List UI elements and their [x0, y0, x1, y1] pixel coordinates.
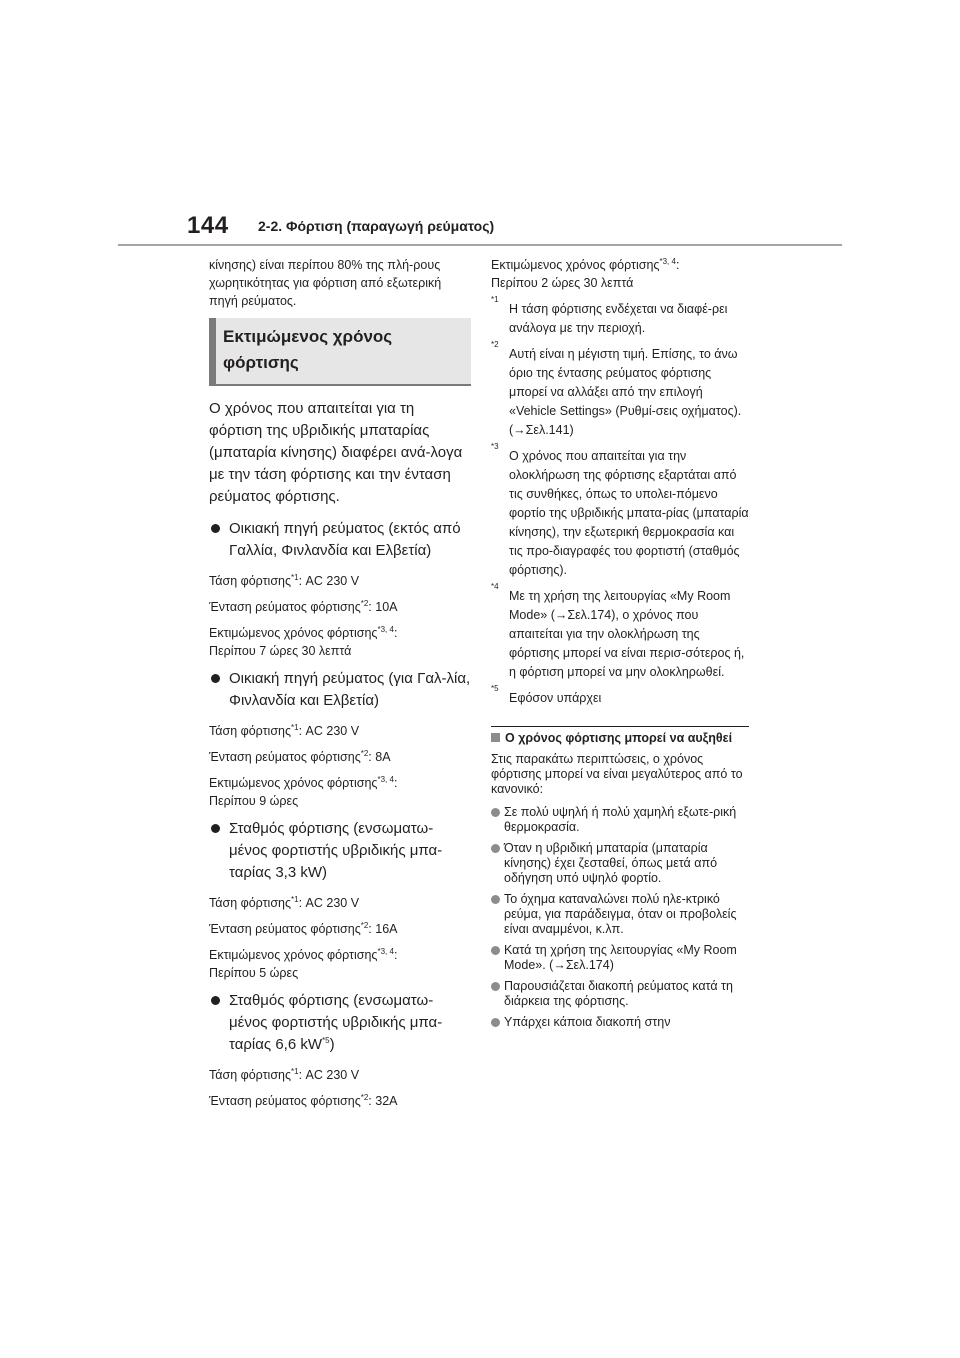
footnote-ref: *5 — [322, 1036, 330, 1045]
bullet-dot-icon — [211, 524, 220, 533]
square-bullet-icon — [491, 733, 500, 742]
current-spec: Ένταση ρεύματος φόρτισης$^{*2}$: 10A — [209, 598, 398, 614]
heading-text: Εκτιμώμενος χρόνος φόρτισης — [223, 327, 393, 372]
time-spec: Εκτιμώμενος χρόνος φόρτισης$^{*3, 4}$: Περίπου 9 ώρες — [209, 774, 398, 808]
bullet-dot-icon — [211, 996, 220, 1005]
time-spec: Εκτιμώμενος χρόνος φόρτισης$^{*3, 4}$: Περίπου 5 ώρες — [209, 946, 398, 980]
section-heading — [209, 318, 471, 386]
list-item: Κατά τη χρήση της λειτουργίας «My Room Mode». (→Σελ.174) — [491, 943, 749, 973]
right-column — [491, 256, 749, 1036]
intro-text: κίνησης) είναι περίπου 80% της πλή-ρους χωρητικότητας για φόρτιση από εξωτερική πηγή ρεύματος. — [209, 258, 442, 308]
source-bullet-home — [209, 518, 471, 562]
footnote: *3 Ο χρόνος που απαιτείται για την ολοκλήρωση της φόρτισης εξαρτάται από τις συνθήκες, όπως το υπολει-πόμενο φορτίο της υβριδικής μπατα-ρίας (μπαταρία κίνησης), την εξωτερική θερμοκρασία και τις προ-διαγραφές του φορτιστή (σταθμός φόρτισης). — [491, 442, 749, 577]
bullet-dot-icon — [491, 808, 500, 817]
subheading-text: Ο χρόνος φόρτισης μπορεί να αυξηθεί — [505, 731, 733, 745]
list-item: Όταν η υβριδική μπαταρία (μπαταρία κίνησης) έχει ζεσταθεί, όπως μετά από οδήγηση υπό υψηλό φορτίο. — [491, 841, 749, 886]
list-item: Το όχημα καταναλώνει πολύ ηλε-κτρικό ρεύμα, για παράδειγμα, όταν οι προβολείς είναι αναμμένοι, κ.λπ. — [491, 892, 749, 937]
subheading — [491, 726, 749, 746]
current-spec: Ένταση ρεύματος φόρτισης$^{*2}$: 8A — [209, 748, 391, 764]
current-spec: Ένταση ρεύματος φόρτισης$^{*2}$: 32A — [209, 1092, 398, 1108]
bullet-dot-icon — [211, 824, 220, 833]
charging-paragraph: Ο χρόνος που απαιτείται για τη φόρτιση της υβριδικής μπαταρίας (μπαταρία κίνησης) διαφέρει ανά-λογα με την τάση φόρτισης και την ένταση ρεύματος φόρτισης. — [209, 400, 463, 505]
list-item: Παρουσιάζεται διακοπή ρεύματος κατά τη διάρκεια της φόρτισης. — [491, 979, 749, 1009]
list-item: Υπάρχει κάποια διακοπή στην — [491, 1015, 749, 1030]
bullet-dot-icon — [491, 844, 500, 853]
bullet-dot-icon — [491, 946, 500, 955]
bullet-dot-icon — [491, 1018, 500, 1027]
bullet-dot-icon — [491, 982, 500, 991]
footnote: *5 Εφόσον υπάρχει — [491, 684, 602, 705]
bullet-title: Σταθμός φόρτισης (ενσωματω-μένος φορτιστής υβριδικής μπα-ταρίας 6,6 kW — [229, 992, 443, 1053]
footnote: *1 Η τάση φόρτισης ενδέχεται να διαφέ-ρει ανάλογα με την περιοχή. — [491, 295, 728, 335]
header-rule — [118, 244, 842, 246]
list-item: Σε πολύ υψηλή ή πολύ χαμηλή εξωτε-ρική θερμοκρασία. — [491, 805, 749, 835]
time-spec-continued: Εκτιμώμενος χρόνος φόρτισης$^{*3, 4}$: Περίπου 2 ώρες 30 λεπτά — [491, 256, 680, 290]
page-number: 144 — [187, 212, 229, 239]
bullet-dot-icon — [491, 895, 500, 904]
bullet-title: Οικιακή πηγή ρεύματος (για Γαλ-λία, Φινλανδία και Ελβετία) — [229, 670, 471, 709]
source-bullet-station-6kw: Σταθμός φόρτισης (ενσωματω-μένος φορτιστής υβριδικής μπα-ταρίας 6,6 $kW^{*5}$) — [209, 990, 471, 1056]
bullet-title: Οικιακή πηγή ρεύματος (εκτός από Γαλλία, Φινλανδία και Ελβετία) — [229, 520, 461, 559]
time-spec: Εκτιμώμενος χρόνος φόρτισης$^{*3, 4}$: Περίπου 7 ώρες 30 λεπτά — [209, 624, 398, 658]
voltage-spec: Τάση φόρτισης$^{*1}$: AC 230 V — [209, 572, 360, 588]
voltage-spec: Τάση φόρτισης$^{*1}$: AC 230 V — [209, 1066, 360, 1082]
source-bullet-home-fr — [209, 668, 471, 712]
voltage-spec: Τάση φόρτισης$^{*1}$: AC 230 V — [209, 722, 360, 738]
heading-bar — [209, 318, 216, 384]
page-header — [0, 0, 960, 248]
source-bullet-station-3kw — [209, 818, 471, 884]
footnote: *2 Αυτή είναι η μέγιστη τιμή. Επίσης, το άνω όριο της έντασης ρεύματος φόρτισης μπορεί να αλλάξει από την επιλογή «Vehicle Settings» (Ρυθμί-σεις οχήματος). (→Σελ.141) — [491, 340, 742, 437]
bullet-dot-icon — [211, 674, 220, 683]
current-spec: Ένταση ρεύματος φόρτισης$^{*2}$: 16A — [209, 920, 398, 936]
section-title: 2-2. Φόρτιση (παραγωγή ρεύματος) — [258, 218, 495, 234]
footnote: *4 Με τη χρήση της λειτουργίας «My Room Mode» (→Σελ.174), ο χρόνος που απαιτείται για την ολοκλήρωση της φόρτισης μπορεί να είναι περισ-σότερος ή, η φόρτιση μπορεί να μην ολοκληρωθεί. — [491, 582, 745, 679]
voltage-spec: Τάση φόρτισης$^{*1}$: AC 230 V — [209, 894, 360, 910]
subheading-intro: Στις παρακάτω περιπτώσεις, ο χρόνος φόρτισης μπορεί να είναι μεγαλύτερος από το κανονικό: — [491, 752, 743, 796]
bullet-title: Σταθμός φόρτισης (ενσωματω-μένος φορτιστής υβριδικής μπα-ταρίας 3,3 kW) — [229, 820, 443, 881]
left-column — [209, 256, 471, 1118]
